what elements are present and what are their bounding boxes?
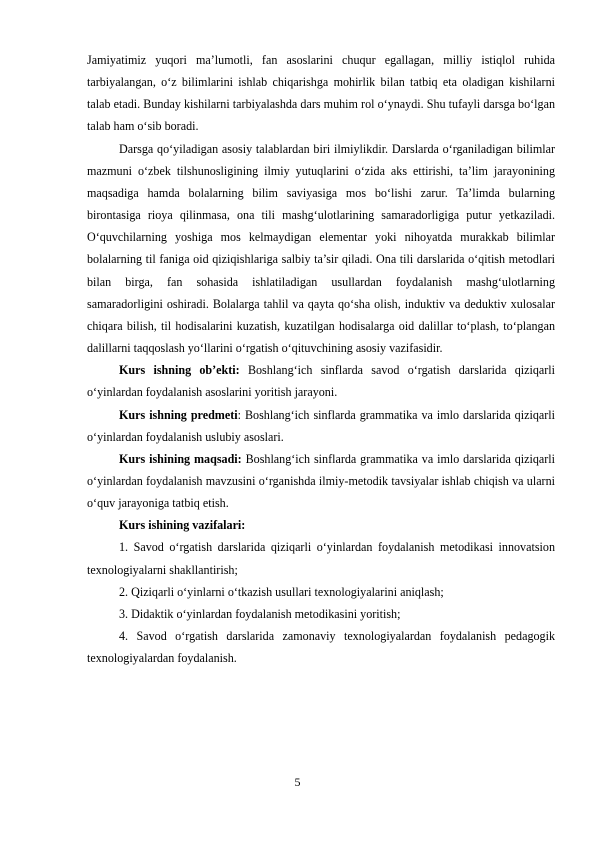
page-number: 5 xyxy=(294,775,301,789)
course-subject-text: : Boshlang‘ich sinflarda grammatika va imlo darslarida qiziqarli o‘yinlardan foydalanish uslubiy asoslari. xyxy=(87,407,555,444)
course-subject-paragraph xyxy=(87,404,555,448)
requirements-paragraph: Darsga qo‘yiladigan asosiy talablardan biri ilmiylikdir. Darslarda o‘rganiladigan bilimlar mazmuni o‘zbek tilshunosligining ilmiy yutuqlarini o‘zida aks ettirishi, ta’lim jarayonining maqsadiga hamda bolalarning bilim saviyasiga mos bo‘lishi zarur. Ta’limda bularning birontasiga rioya qilinmasa, ona tili mashg‘ulotlarining samaradorligiga putur yetkaziladi. O‘quvchilarning yoshiga mos kelmaydigan elementar yoki nihoyatda murakkab bilimlar bolalarning til faniga oid qiziqishlariga salbiy ta’sir qiladi. Ona tili darslarida o‘qitish metodlari bilan birga, fan sohasida ishlatiladigan usullardan foydalanish mashg‘ulotlarning samaradorligini oshiradi. Bolalarga tahlil va qayta qo‘sha olish, induktiv va deduktiv xulosalar chiqara bilish, til hodisalarini kuzatish, kuzatilgan hodisalarga oid dalillar to‘plash, to‘plangan dalillarni taqqoslash yo‘llarini o‘rgatish o‘qituvchining asosiy vazifasidir. xyxy=(87,141,555,356)
course-tasks-heading: Kurs ishining vazifalari: xyxy=(119,518,246,533)
course-object-paragraph xyxy=(87,359,555,403)
task-item-3: 3. Didaktik o‘yinlardan foydalanish metodikasini yoritish; xyxy=(119,606,401,621)
task-item-2: 2. Qiziqarli o‘yinlarni o‘tkazish usullari texnologiyalarini aniqlash; xyxy=(119,584,444,599)
task-item-4: 4. Savod o‘rgatish darslarida zamonaviy texnologiyalardan foydalanish pedagogik texnologiyalardan foydalanish. xyxy=(87,629,555,666)
course-object-label: Kurs ishning ob’ekti: xyxy=(119,363,240,378)
course-goal-paragraph xyxy=(87,448,555,514)
intro-paragraph: Jamiyatimiz yuqori ma’lumotli, fan asoslarini chuqur egallagan, milliy istiqlol ruhida tarbiyalangan, o‘z bilimlarini ishlab chiqarishga mohirlik bilan tatbiq eta oladigan kishilarni talab etadi. Bunday kishilarni tarbiyalashda dars muhim rol o‘ynaydi. Shu tufayli darsga bo‘lgan talab ham o‘sib boradi. xyxy=(87,53,555,134)
task-item-1: 1. Savod o‘rgatish darslarida qiziqarli o‘yinlardan foydalanish metodikasi innovatsion texnologiyalarni shakllantirish; xyxy=(87,540,555,577)
course-goal-text: Boshlang‘ich sinflarda grammatika va imlo darslarida qiziqarli o‘yinlardan foydalanish mavzusini o‘rganishda ilmiy-metodik tavsiyalar ishlab chiqish va ularni o‘quv jarayoniga tatbiq etish. xyxy=(87,451,555,511)
course-object-text: Boshlang‘ich sinflarda savod o‘rgatish darslarida qiziqarli o‘yinlardan foydalanish asoslarini yoritish jarayoni. xyxy=(87,363,555,400)
course-goal-label: Kurs ishining maqsadi: xyxy=(119,451,242,466)
document-page xyxy=(87,49,555,669)
course-subject-label: Kurs ishning predmeti xyxy=(119,407,238,422)
